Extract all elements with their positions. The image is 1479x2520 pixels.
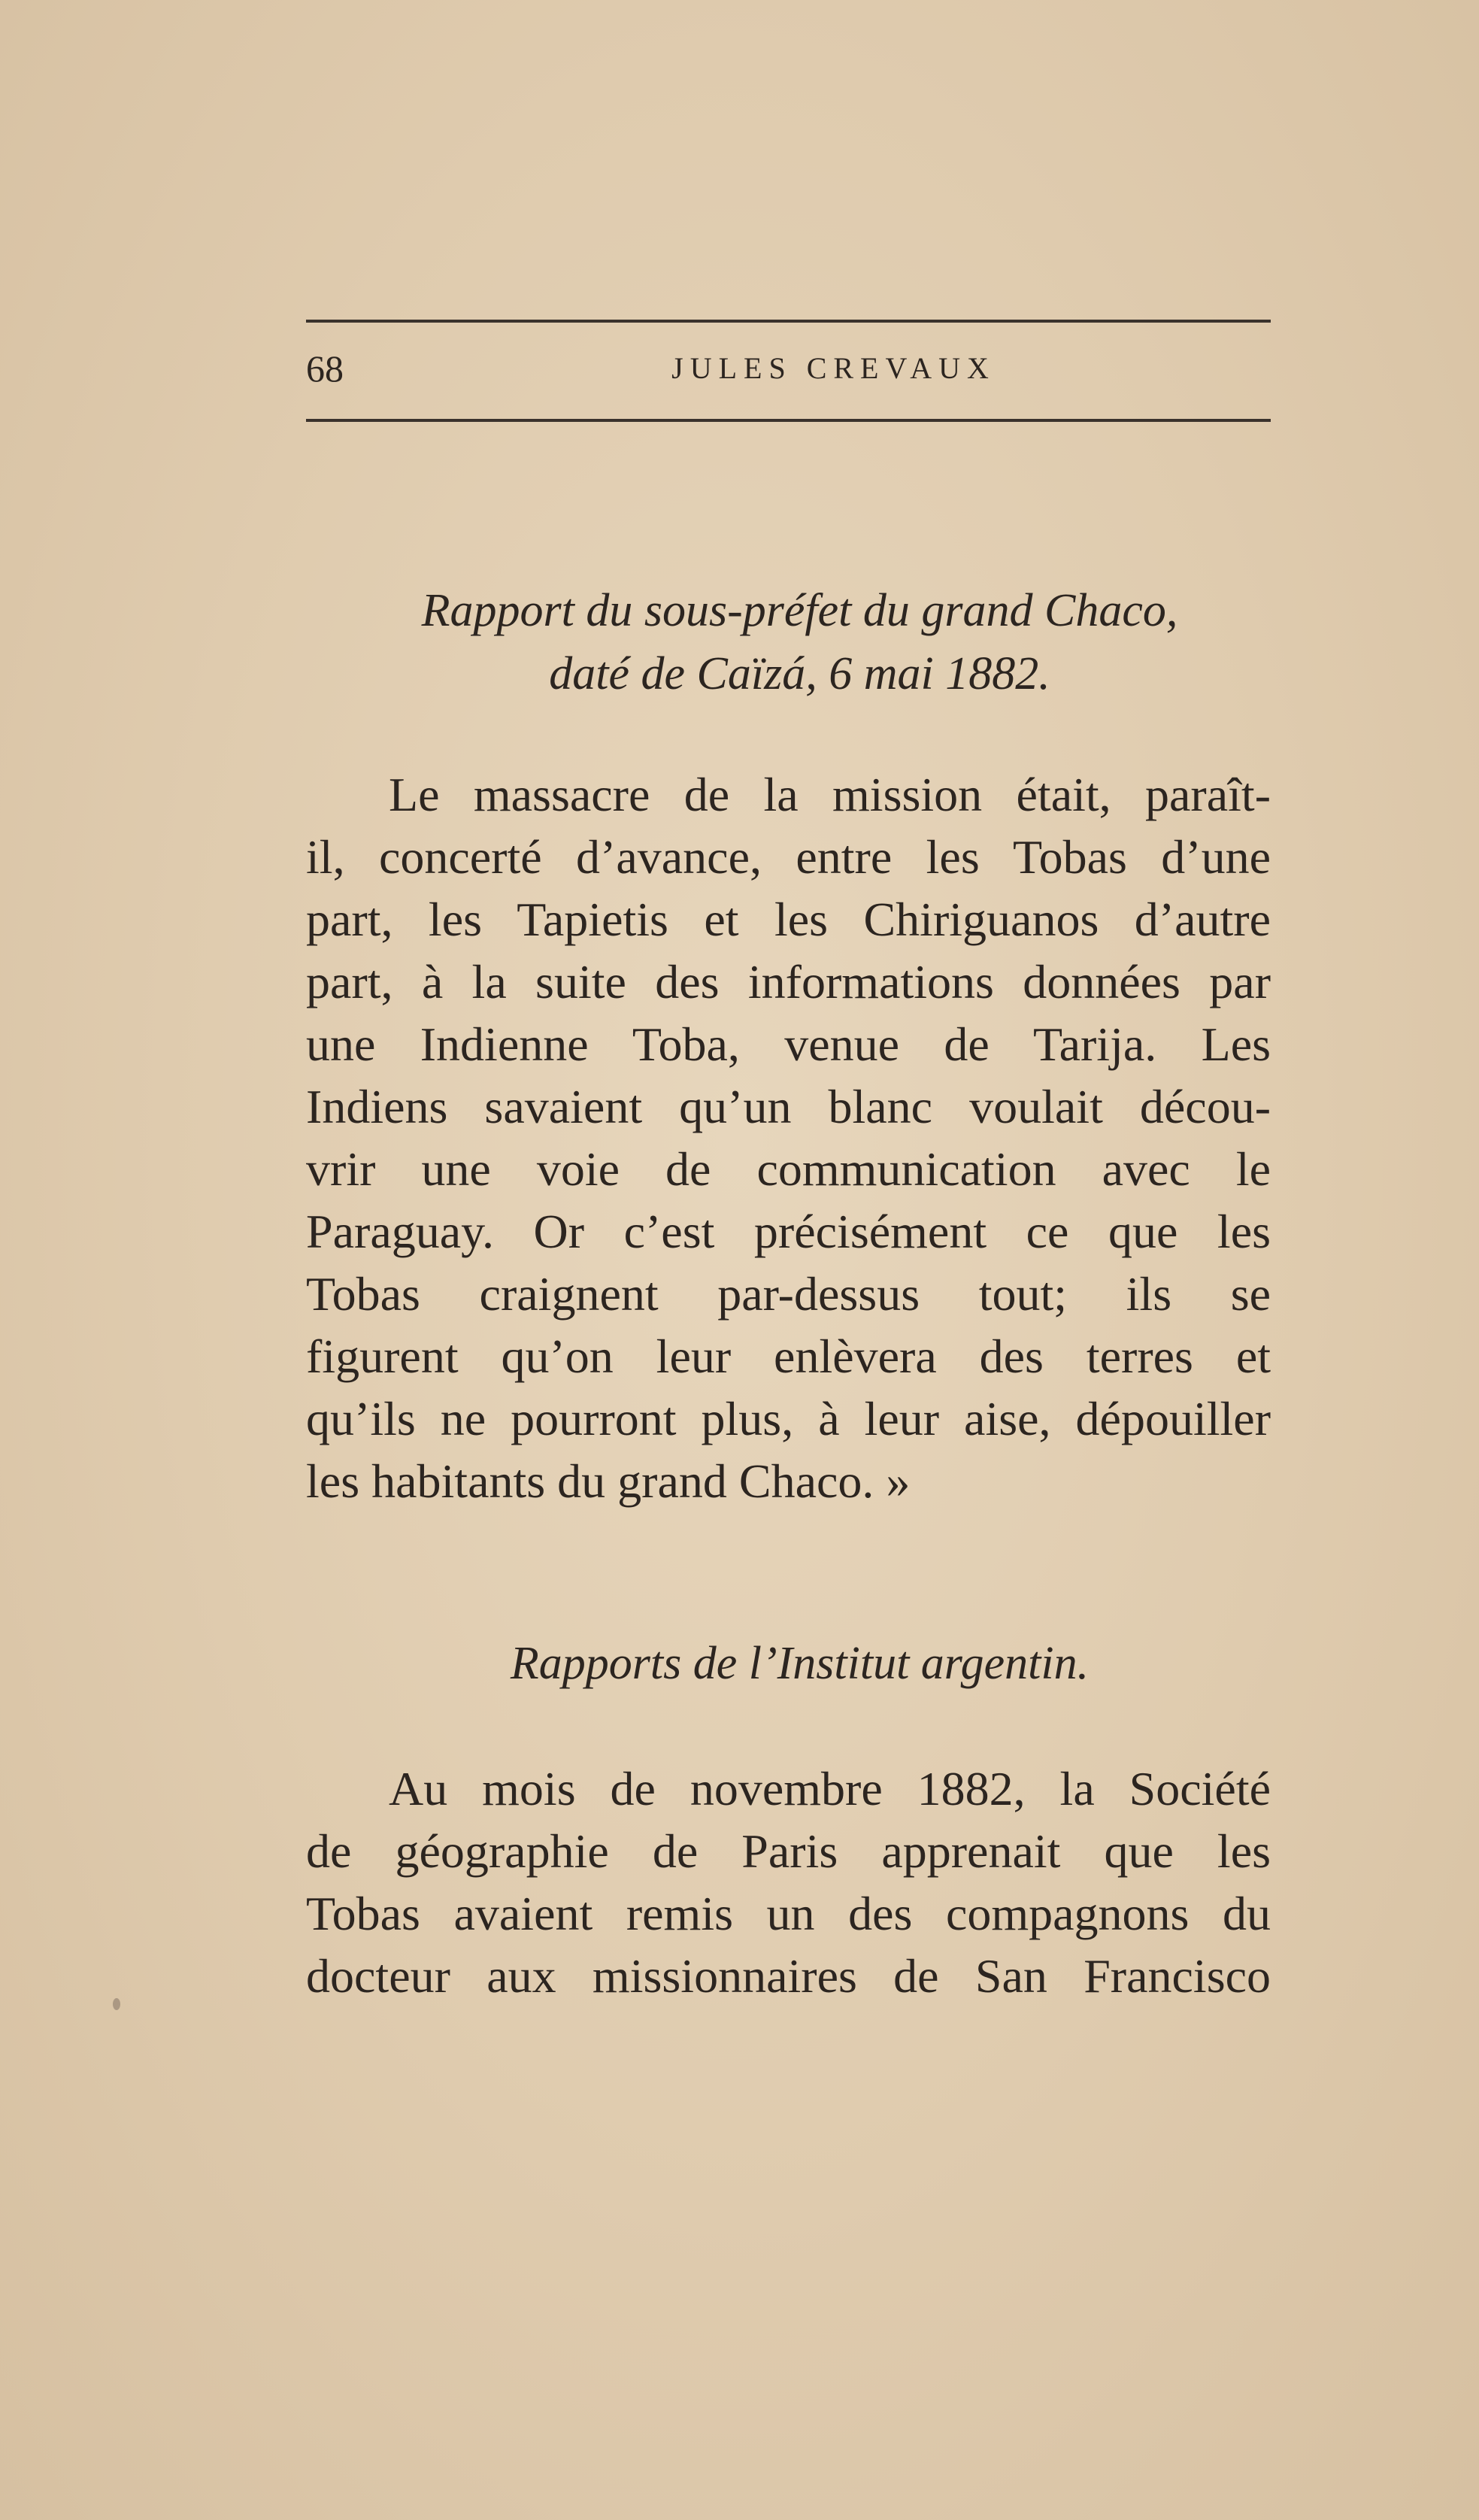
page-number: 68	[306, 347, 344, 390]
text-line: part, les Tapietis et les Chiriguanos d’autre	[306, 893, 1271, 946]
text-line: Le massacre de la mission était, paraît-	[389, 768, 1271, 821]
paragraph-massacre	[306, 763, 1271, 1512]
header-bottom-rule	[306, 419, 1271, 422]
running-header	[306, 342, 1271, 395]
text-line: de géographie de Paris apprenait que les	[306, 1824, 1271, 1878]
text-line: qu’ils ne pourront plus, à leur aise, dépouiller	[306, 1392, 1271, 1445]
text-line: figurent qu’on leur enlèvera des terres et	[306, 1330, 1271, 1383]
ink-spot	[113, 1998, 120, 2010]
text-line: Paraguay. Or c’est précisément ce que les	[306, 1205, 1271, 1258]
text-line: Indiens savaient qu’un blanc voulait décou-	[306, 1080, 1271, 1133]
text-line: Tobas avaient remis un des compagnons du	[306, 1887, 1271, 1940]
text-line: il, concerté d’avance, entre les Tobas d’une	[306, 830, 1271, 884]
heading-line: daté de Caïzá, 6 mai 1882.	[549, 648, 1050, 699]
section-heading-rapports-institut	[306, 1632, 1271, 1695]
paragraph-novembre-1882	[306, 1757, 1271, 2007]
text-line: Au mois de novembre 1882, la Société	[389, 1762, 1271, 1815]
heading-line: Rapport du sous-préfet du grand Chaco,	[421, 585, 1178, 636]
text-line: une Indienne Toba, venue de Tarija. Les	[306, 1017, 1271, 1071]
text-line: vrir une voie de communication avec le	[306, 1142, 1271, 1196]
header-top-rule	[306, 320, 1271, 323]
text-line: Tobas craignent par-dessus tout; ils se	[306, 1267, 1271, 1321]
section-heading-rapport-sous-prefet	[306, 579, 1271, 705]
text-line: docteur aux missionnaires de San Francisco	[306, 1949, 1271, 2003]
heading-line: Rapports de l’Institut argentin.	[510, 1638, 1090, 1689]
running-head-title: JULES CREVAUX	[671, 351, 996, 385]
text-line: les habitants du grand Chaco. »	[306, 1454, 911, 1508]
text-line: part, à la suite des informations données par	[306, 955, 1271, 1008]
